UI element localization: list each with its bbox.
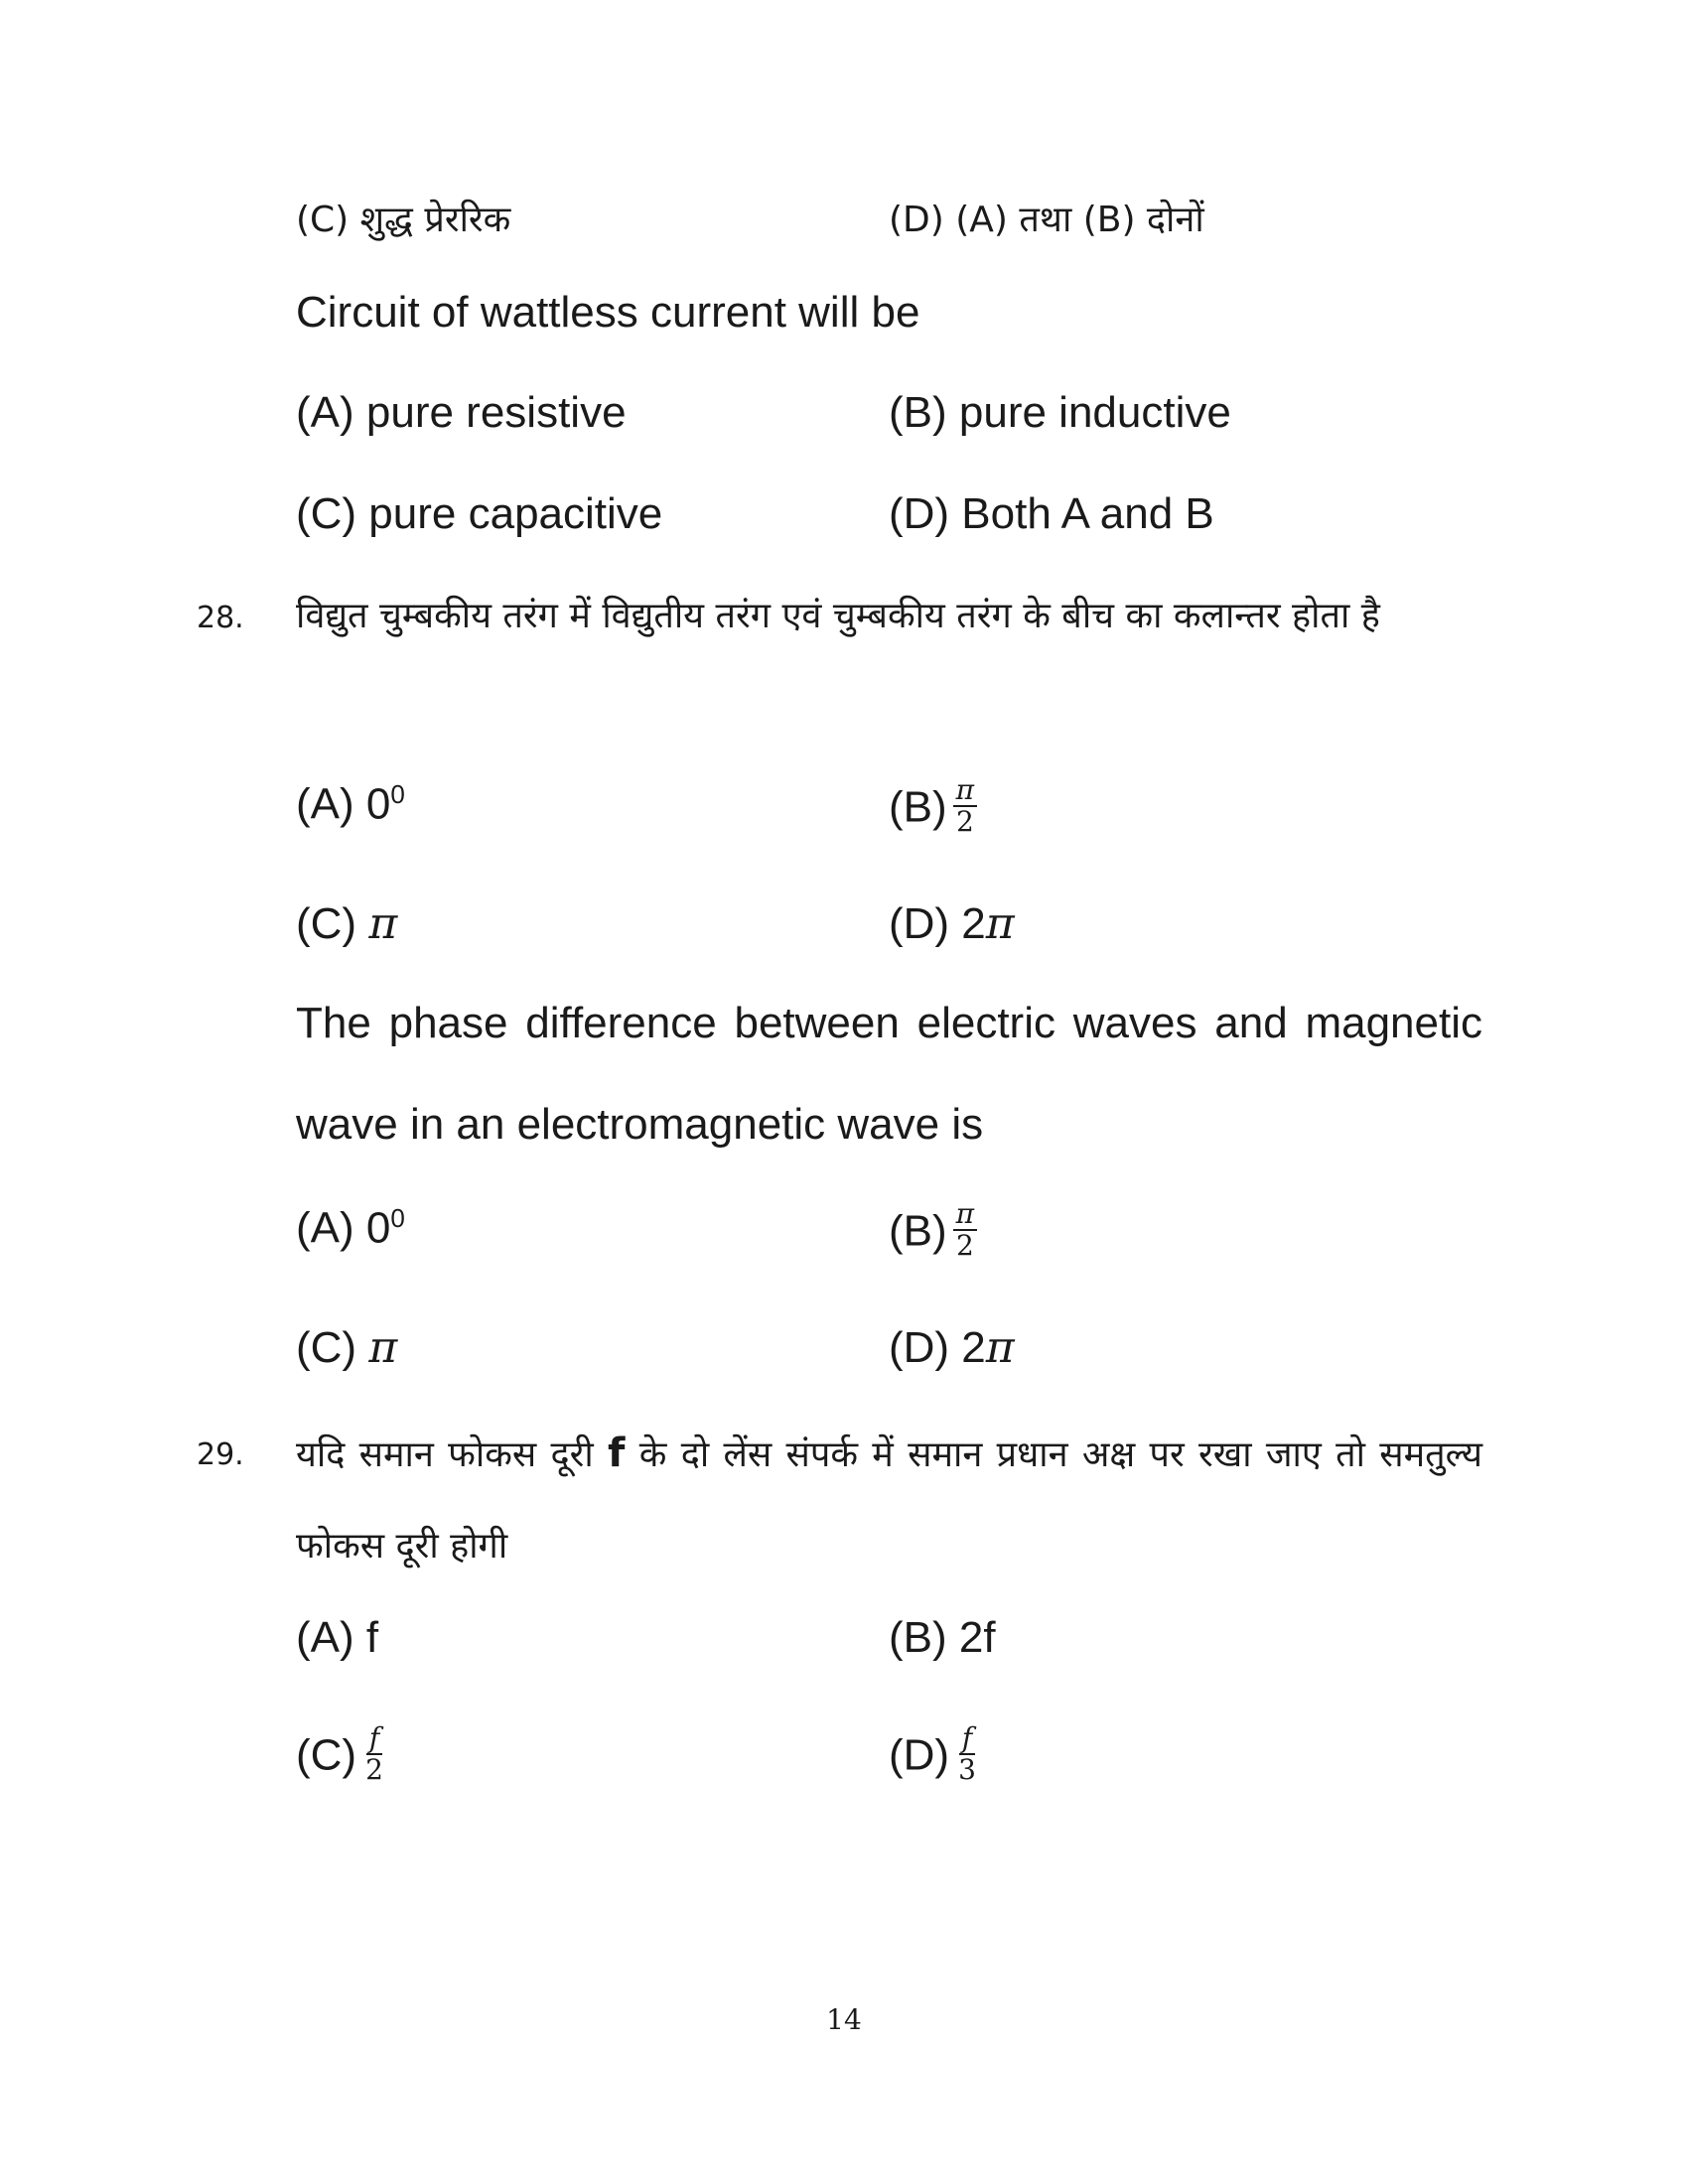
- fraction-denominator: 3: [958, 1753, 976, 1786]
- q28-hindi-option-a-sup: 0: [390, 779, 405, 809]
- fraction-denominator: 2: [955, 805, 974, 838]
- q28-hindi-option-b: [889, 773, 977, 841]
- q27-english-question: Circuit of wattless current will be: [296, 288, 920, 337]
- q29-hindi-question-f: f: [608, 1431, 626, 1476]
- q28-english-option-b: [889, 1197, 977, 1265]
- q29-option-c-fraction: [362, 1723, 386, 1785]
- q29-hindi-question: [296, 1408, 1482, 1592]
- q27-english-options-row-1: [0, 388, 1688, 460]
- q28-hindi-option-a-label: (A) 0: [296, 779, 391, 829]
- page-number: 14: [826, 2003, 862, 2036]
- q28-english-options-row-2: [0, 1322, 1688, 1394]
- q27-english-option-d: (D) Both A and B: [889, 489, 1214, 538]
- q28-english-option-c: [296, 1322, 397, 1373]
- fraction-numerator: π: [953, 1199, 977, 1231]
- q28-english-options-row-1: [0, 1197, 1688, 1275]
- q27-english-option-a: (A) pure resistive: [296, 388, 627, 437]
- q28-english-option-a: [296, 1203, 405, 1254]
- pi-symbol: π: [985, 1322, 1015, 1373]
- fraction-denominator: 2: [955, 1229, 974, 1262]
- q29-option-c-label: (C): [296, 1730, 357, 1780]
- q28-english-option-a-label: (A) 0: [296, 1203, 391, 1253]
- q27-hindi-option-d: (D) (A) तथा (B) दोनों: [889, 200, 1204, 240]
- q28-english-option-d: [889, 1322, 1015, 1373]
- q28-english-option-b-label: (B): [889, 1206, 947, 1256]
- pi-symbol: π: [368, 898, 398, 949]
- q28-english-option-c-label: (C): [296, 1323, 357, 1372]
- pi-symbol: π: [368, 1322, 398, 1373]
- fraction-numerator: f: [366, 1723, 382, 1755]
- q29-option-b: (B) 2f: [889, 1613, 996, 1662]
- pi-symbol: π: [985, 898, 1015, 949]
- q27-english-option-c: (C) pure capacitive: [296, 489, 663, 538]
- q28-english-option-b-fraction: [953, 1199, 977, 1261]
- q27-hindi-option-c: (C) शुद्ध प्रेररिक: [296, 200, 511, 240]
- q29-hindi-question-part2: के दो लेंस संपर्क में समान प्रधान अक्ष पर रखा जाए तो समतुल्य फोकस दूरी होगी: [296, 1434, 1482, 1567]
- fraction-numerator: f: [959, 1723, 975, 1755]
- q27-hindi-options-row: [0, 194, 1688, 265]
- q29-options-row-2: [0, 1721, 1688, 1799]
- q28-hindi-question: विद्युत चुम्बकीय तरंग में विद्युतीय तरंग एवं चुम्बकीय तरंग के बीच का कलान्तर होता है: [296, 596, 1380, 636]
- q29-option-a: (A) f: [296, 1613, 379, 1662]
- q28-hindi-options-row-1: [0, 773, 1688, 851]
- q28-english-option-d-label: (D) 2: [889, 1323, 986, 1372]
- q29-option-d-fraction: [955, 1723, 979, 1785]
- fraction-denominator: 2: [365, 1753, 383, 1786]
- q28-english-question: The phase difference between electric waves and magnetic wave in an electromagnetic wave is: [296, 999, 1482, 1149]
- q27-english-options-row-2: [0, 489, 1688, 561]
- q28-hindi-option-c-label: (C): [296, 899, 357, 948]
- q29-option-c: [296, 1721, 386, 1789]
- q27-english-option-b: (B) pure inductive: [889, 388, 1231, 437]
- q28-hindi-option-d: [889, 898, 1015, 949]
- q28-hindi-options-row-2: [0, 898, 1688, 970]
- q28-hindi-option-b-label: (B): [889, 782, 947, 832]
- q29-option-d-label: (D): [889, 1730, 950, 1780]
- q29-hindi-question-part1: यदि समान फोकस दूरी: [296, 1434, 594, 1475]
- q29-option-d: [889, 1721, 979, 1789]
- q29-options-row-1: [0, 1613, 1688, 1685]
- fraction-numerator: π: [953, 775, 977, 807]
- q28-english-option-a-sup: 0: [390, 1203, 405, 1233]
- q28-hindi-option-a: [296, 779, 405, 830]
- q28-hindi-option-b-fraction: [953, 775, 977, 837]
- q28-hindi-option-d-label: (D) 2: [889, 899, 986, 948]
- q28-hindi-option-c: [296, 898, 397, 949]
- q29-number: 29.: [197, 1437, 244, 1472]
- q28-number: 28.: [197, 601, 244, 635]
